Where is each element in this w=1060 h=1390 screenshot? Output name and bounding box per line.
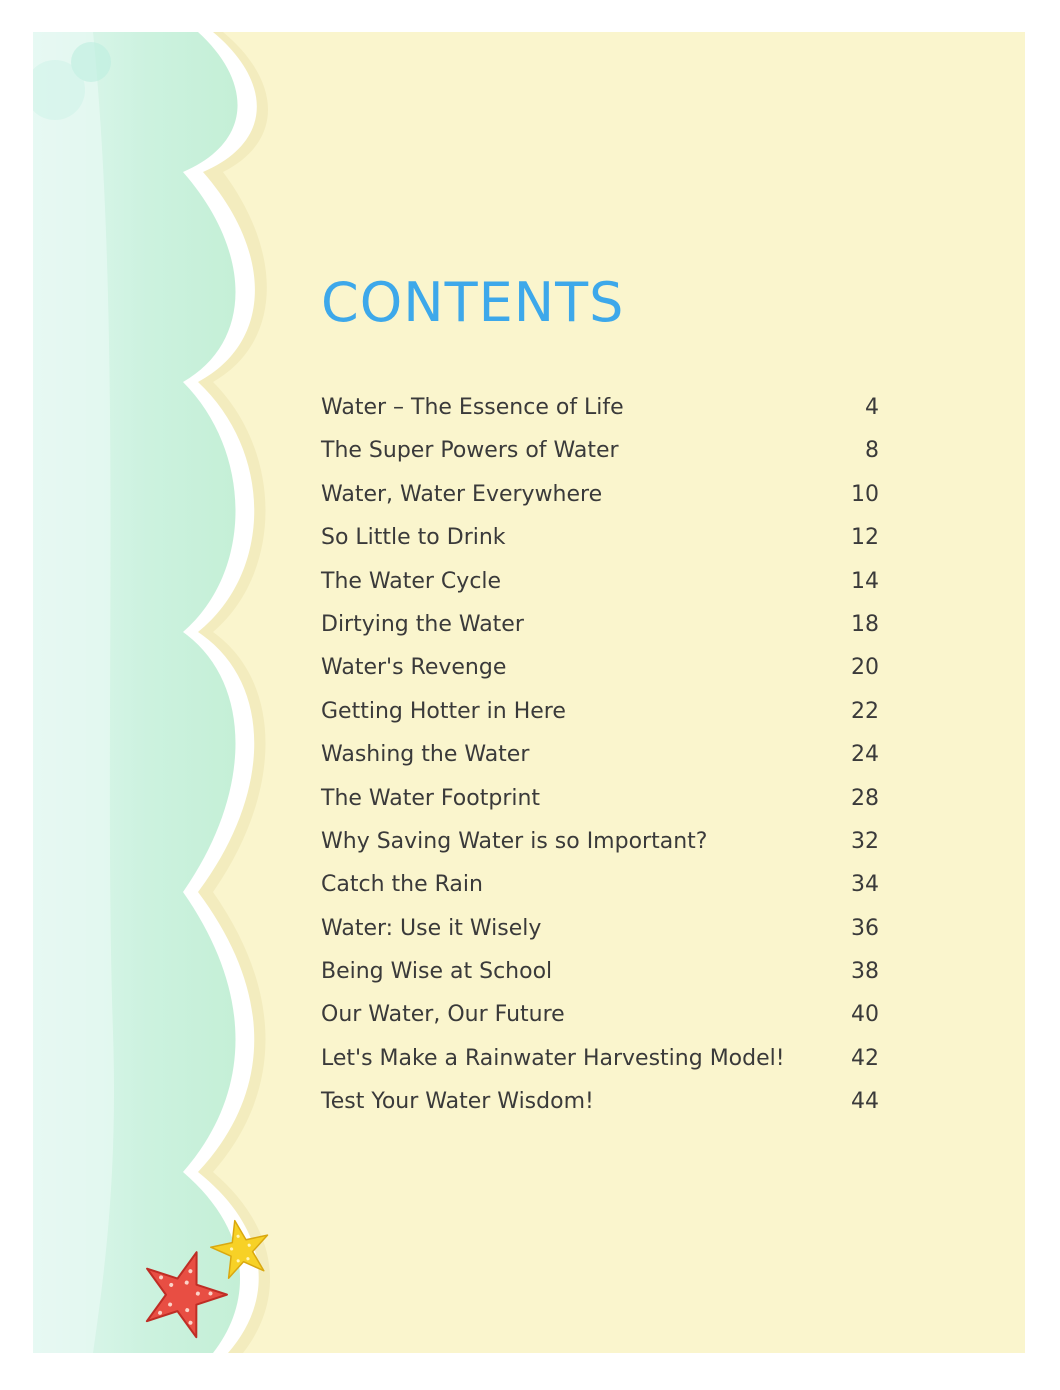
wavy-border: [33, 32, 303, 1353]
toc-entry-title: Being Wise at School: [321, 959, 553, 985]
toc-entry-title: The Water Footprint: [321, 785, 541, 811]
toc-entry-page: 14: [851, 568, 879, 594]
toc-entry-page: 8: [865, 438, 879, 464]
toc-entry-page: 32: [851, 828, 879, 854]
toc-entry-page: 18: [851, 611, 879, 637]
toc-entry-title: Our Water, Our Future: [321, 1002, 565, 1028]
toc-entry-title: Water, Water Everywhere: [321, 481, 603, 507]
toc-entry[interactable]: [321, 1002, 879, 1045]
toc-entry[interactable]: [321, 699, 879, 742]
toc-entry-title: Test Your Water Wisdom!: [321, 1089, 594, 1115]
toc-entry[interactable]: [321, 786, 879, 829]
toc-entry-page: 12: [851, 525, 879, 551]
toc-entry-title: Getting Hotter in Here: [321, 698, 566, 724]
toc-entry-page: 20: [851, 655, 879, 681]
toc-entry[interactable]: [321, 569, 879, 612]
toc-entry-title: So Little to Drink: [321, 525, 506, 551]
toc-entry-page: 34: [851, 872, 879, 898]
toc-entry-page: 10: [851, 481, 879, 507]
toc-entry-page: 4: [865, 395, 879, 420]
toc-entry[interactable]: [321, 525, 879, 568]
contents-page: [33, 32, 1025, 1353]
toc-entry-title: Let's Make a Rainwater Harvesting Model!: [321, 1045, 785, 1071]
toc-entry[interactable]: [321, 655, 879, 698]
toc-entry-page: 38: [851, 959, 879, 985]
toc-entry-title: Dirtying the Water: [321, 611, 524, 637]
toc-entry[interactable]: [321, 482, 879, 525]
toc-entry[interactable]: [321, 438, 879, 481]
toc-entry-page: 22: [851, 698, 879, 724]
toc-entry-title: Washing the Water: [321, 742, 530, 768]
toc-entry-title: Water's Revenge: [321, 655, 507, 681]
toc-entry[interactable]: [321, 872, 879, 915]
toc-entry[interactable]: [321, 742, 879, 785]
toc-entry-page: 40: [851, 1002, 879, 1028]
toc-entry[interactable]: [321, 1089, 879, 1132]
toc-entry-title: Water: Use it Wisely: [321, 915, 542, 941]
toc-entry[interactable]: [321, 612, 879, 655]
toc-entry[interactable]: [321, 829, 879, 872]
toc-entry[interactable]: [321, 959, 879, 1002]
toc-entry-title: Why Saving Water is so Important?: [321, 828, 708, 854]
toc-entry[interactable]: [321, 916, 879, 959]
toc-entry[interactable]: [321, 1046, 879, 1089]
toc-entry-title: The Super Powers of Water: [321, 438, 619, 464]
page-title: CONTENTS: [321, 271, 625, 334]
toc-entry-page: 44: [851, 1089, 879, 1115]
toc-entry-page: 24: [851, 742, 879, 768]
toc-entry-page: 36: [851, 915, 879, 941]
toc-entry[interactable]: [321, 395, 879, 438]
toc-entry-title: Catch the Rain: [321, 872, 483, 898]
toc-entry-title: Water – The Essence of Life: [321, 395, 624, 420]
toc-entry-page: 28: [851, 785, 879, 811]
toc-entry-title: The Water Cycle: [321, 568, 502, 594]
table-of-contents: [321, 395, 879, 1133]
toc-entry-page: 42: [851, 1045, 879, 1071]
